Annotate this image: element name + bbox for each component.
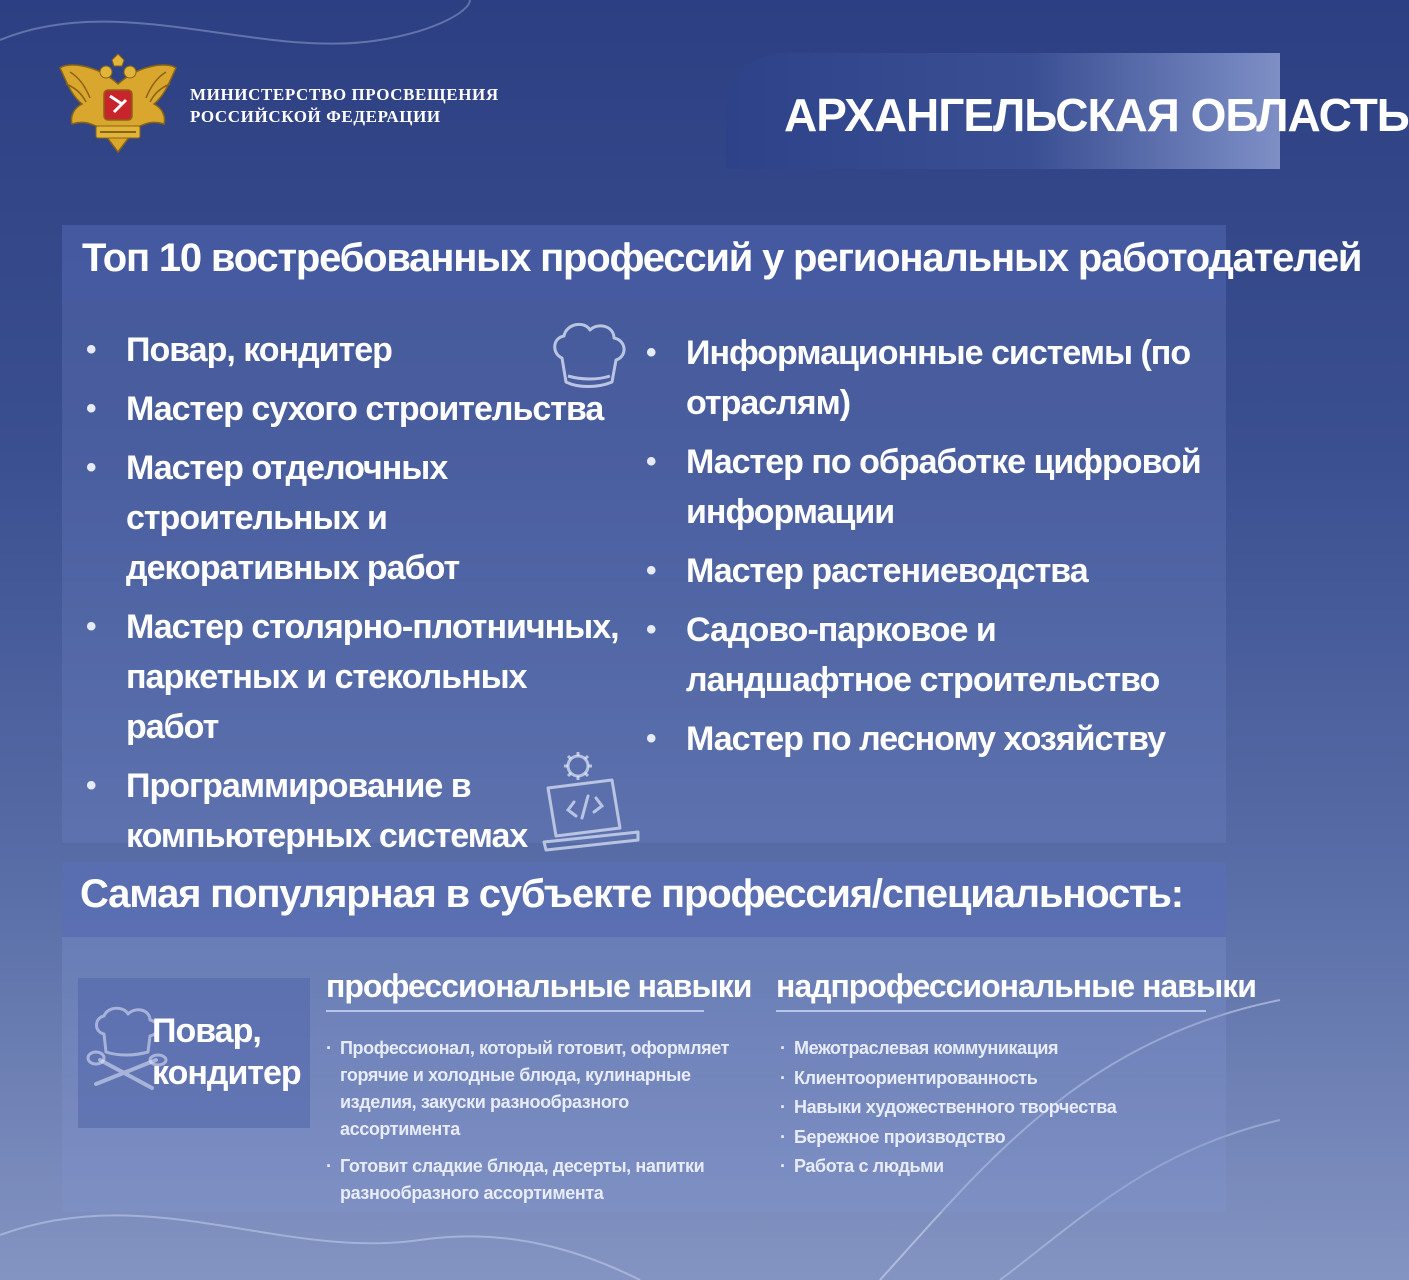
popular-profession-name-line-2: кондитер [152,1054,301,1092]
professional-skills-list [326,1035,736,1217]
list-item: · Навыки художественного творчества [780,1093,1200,1123]
professional-skills-underline [326,1010,704,1012]
list-item: • Повар, кондитер [86,325,626,375]
list-item: • Мастер столярно-плотничных, паркетных и стекольных работ [86,602,626,752]
list-item: • Мастер отделочных строительных и декоративных работ [86,443,626,593]
popular-profession-name [152,1010,301,1094]
list-item: · Бережное производство [780,1123,1200,1153]
chef-hat-icon [548,318,630,400]
meta-skills-list [780,1034,1200,1182]
meta-skills-underline [776,1010,1206,1012]
list-item: · Работа с людьми [780,1152,1200,1182]
list-item: · Профессионал, который готовит, оформляет горячие и холодные блюда, кулинарные изделия, закуски разнообразного ассортимента [326,1035,736,1143]
ministry-name [190,84,499,128]
list-item: · Межотраслевая коммуникация [780,1034,1200,1064]
ministry-line-1: МИНИСТЕРСТВО ПРОСВЕЩЕНИЯ [190,85,499,104]
popular-title: Самая популярная в субъекте профессия/специальность: [80,872,1183,916]
list-item: • Мастер растениеводства [646,546,1206,596]
top10-title: Топ 10 востребованных профессий у региональных работодателей [82,236,1362,280]
list-item: • Садово-парковое и ландшафтное строительство [646,605,1206,705]
list-item: • Информационные системы (по отраслям) [646,328,1206,428]
list-item: • Программирование в компьютерных системах [86,761,626,861]
emblem-eagle-icon [56,54,180,158]
laptop-code-icon [538,750,644,856]
list-item: • Мастер сухого строительства [86,384,626,434]
professional-skills-heading: профессиональные навыки [326,968,752,1004]
top10-list-right [646,328,1206,773]
header [0,0,1409,200]
region-title: АРХАНГЕЛЬСКАЯ ОБЛАСТЬ [784,89,1409,141]
meta-skills-heading: надпрофессиональные навыки [776,968,1256,1004]
ministry-line-2: РОССИЙСКОЙ ФЕДЕРАЦИИ [190,107,441,126]
list-item: • Мастер по обработке цифровой информации [646,437,1206,537]
list-item: · Клиентоориентированность [780,1064,1200,1094]
popular-profession-name-line-1: Повар, [152,1012,261,1050]
list-item: · Готовит сладкие блюда, десерты, напитки разнообразного ассортимента [326,1153,736,1207]
list-item: • Мастер по лесному хозяйству [646,714,1206,764]
